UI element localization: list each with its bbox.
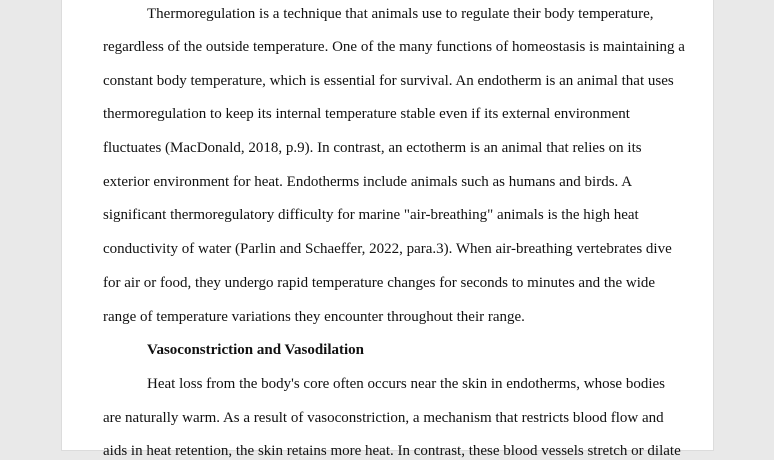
document-page <box>62 0 713 459</box>
paragraph-1-line: fluctuates (MacDonald, 2018, p.9). In contrast, an ectotherm is an animal that relies on its <box>103 140 642 156</box>
paragraph-1-line: exterior environment for heat. Endotherms include animals such as humans and birds. A <box>103 174 633 190</box>
paragraph-1-line: regardless of the outside temperature. One of the many functions of homeostasis is maintaining a <box>103 39 685 55</box>
paragraph-1-line: for air or food, they undergo rapid temperature changes for seconds to minutes and the wide <box>103 275 656 291</box>
section-heading: Vasoconstriction and Vasodilation <box>147 342 365 358</box>
paragraph-1-line: significant thermoregulatory difficulty for marine "air-breathing" animals is the high heat <box>103 207 639 223</box>
paragraph-1-line: range of temperature variations they encounter throughout their range. <box>103 309 525 325</box>
paragraph-2-line: are naturally warm. As a result of vasoconstriction, a mechanism that restricts blood flow and <box>103 410 664 426</box>
paragraph-2-line: Heat loss from the body's core often occurs near the skin in endotherms, whose bodies <box>147 376 665 392</box>
paragraph-1-line: thermoregulation to keep its internal temperature stable even if its external environment <box>103 106 630 122</box>
paragraph-1-line: conductivity of water (Parlin and Schaeffer, 2022, para.3). When air-breathing vertebrates dive <box>103 241 672 257</box>
paragraph-2-line: aids in heat retention, the skin retains more heat. In contrast, these blood vessels stretch or dilate <box>103 443 681 459</box>
paragraph-1-line: Thermoregulation is a technique that animals use to regulate their body temperature, <box>147 6 654 22</box>
paragraph-1-line: constant body temperature, which is essential for survival. An endotherm is an animal that uses <box>103 73 674 89</box>
